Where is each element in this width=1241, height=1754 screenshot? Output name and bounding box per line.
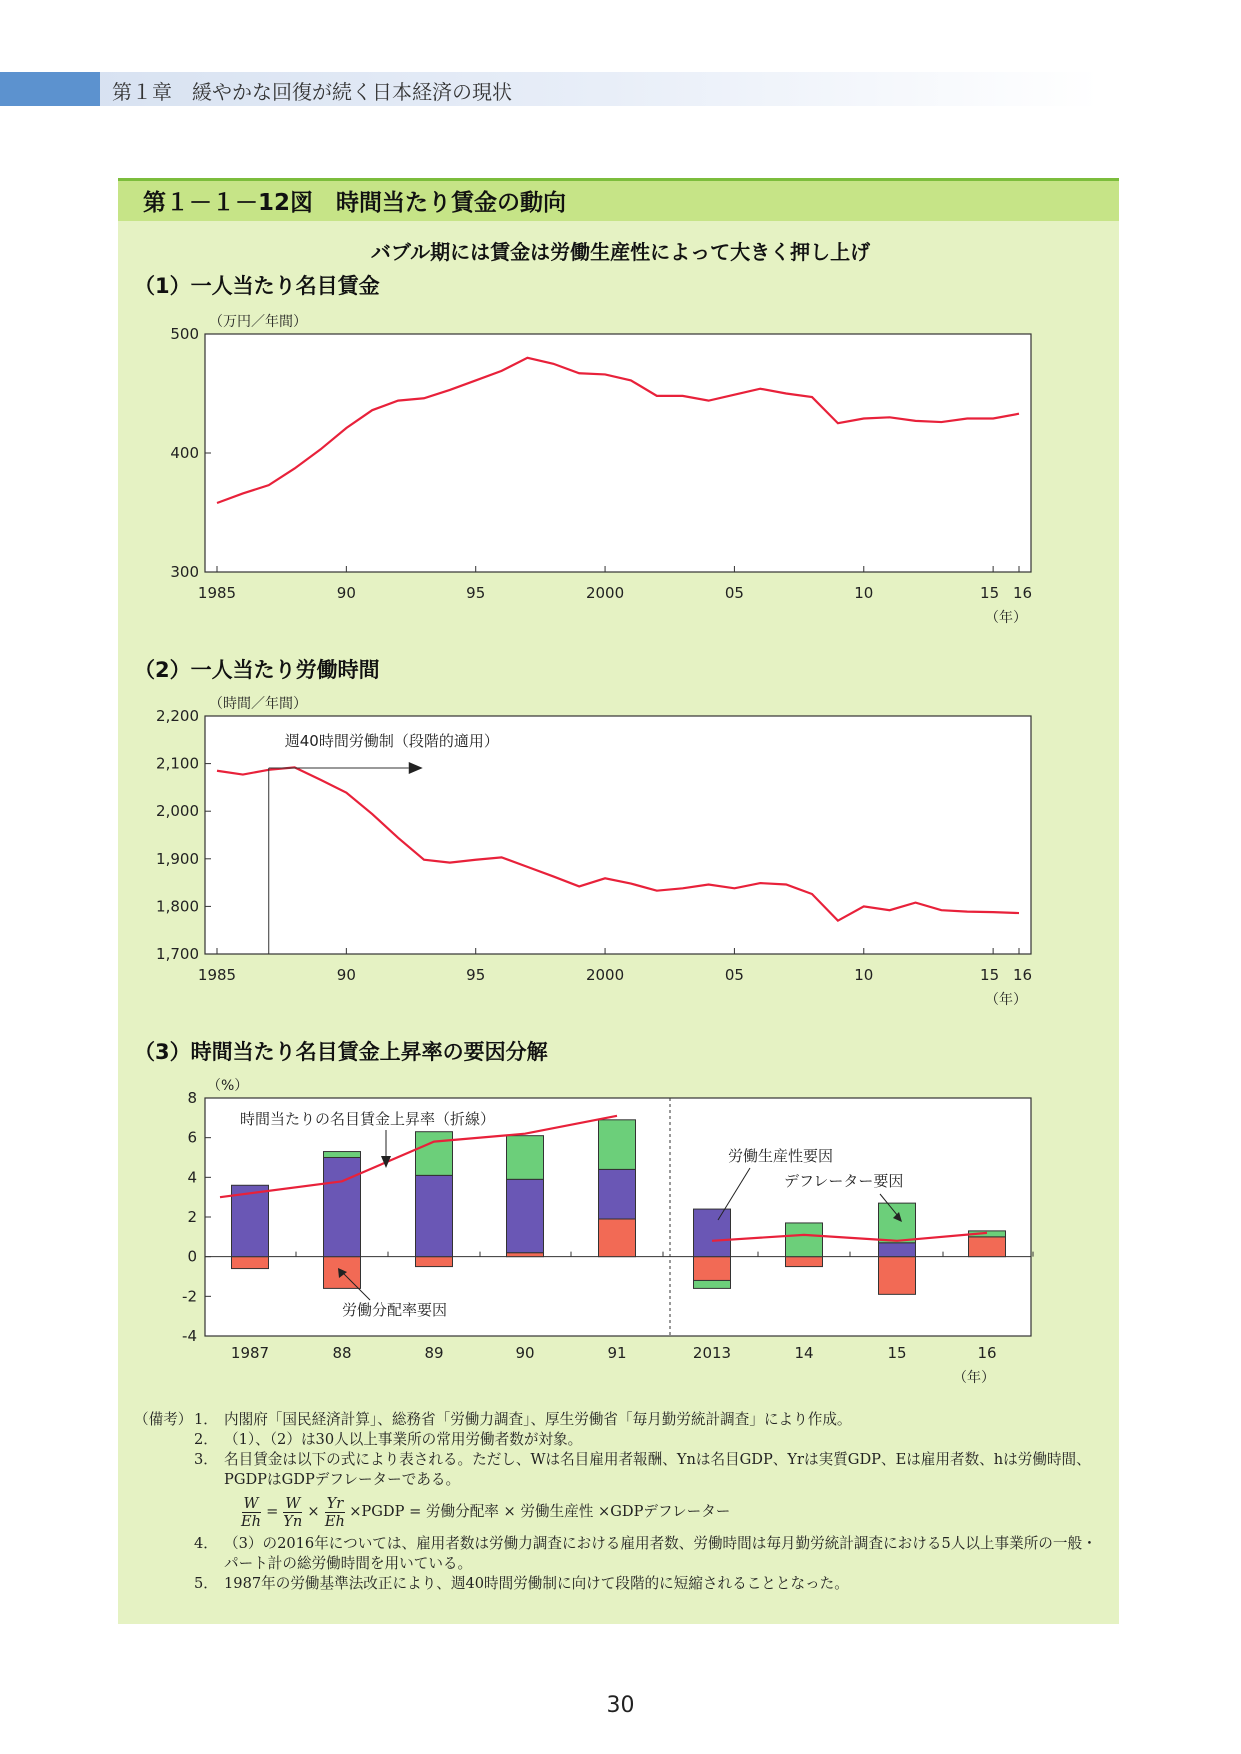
bar-labor-share xyxy=(416,1257,453,1267)
bar-labor-share xyxy=(599,1219,636,1257)
bar-labor-share xyxy=(969,1237,1006,1257)
note-item xyxy=(134,1534,1109,1574)
note-text: 内閣府「国民経済計算」、総務省「労働力調査」、厚生労働省「毎月勤労統計調査」により作成。 xyxy=(224,1411,852,1428)
chart-working-hours xyxy=(156,695,1032,1008)
wage-formula: $\frac{W}{Eh}$ = $\frac{W}{Yn}$ × $\frac{Yr}{Eh}$ ×PGDP = 労働分配率 × 労働生産性 ×GDPデフレーター xyxy=(241,1494,731,1530)
x-tick-label: 2000 xyxy=(585,584,625,602)
x-tick-label: 16 xyxy=(1013,584,1033,602)
note-number: 3． xyxy=(194,1451,218,1468)
x-tick-label: 2000 xyxy=(585,966,625,984)
y-unit-label: （時間／年間） xyxy=(209,696,307,712)
note-item xyxy=(134,1574,1109,1594)
x-tick-label: 05 xyxy=(724,966,744,984)
x-tick-label: 90 xyxy=(515,1344,535,1362)
bar-deflator xyxy=(694,1280,731,1288)
x-tick-label: 15 xyxy=(980,584,1000,602)
y-tick-label: 1,900 xyxy=(156,849,199,868)
y-tick-label: 2,200 xyxy=(156,707,199,725)
y-tick-label: -2 xyxy=(182,1287,197,1306)
x-tick-label: 05 xyxy=(724,584,744,602)
bar-productivity xyxy=(416,1175,453,1256)
y-tick-label: 2 xyxy=(187,1208,197,1226)
note-text: 1987年の労働基準法改正により、週40時間労働制に向けて段階的に短縮されることとなった。 xyxy=(224,1575,849,1592)
y-tick-label: 4 xyxy=(187,1168,197,1187)
note-text: （3）の2016年については、雇用者数は労働力調査における雇用者数、労働時間は毎月勤労統計調査における5人以上事業所の一般・パート計の総労働時間を用いている。 xyxy=(224,1535,1097,1572)
x-tick-label: 95 xyxy=(466,584,486,602)
chart2-title: （2）一人当たり労働時間 xyxy=(134,658,380,682)
annotation-deflator-label: デフレーター要因 xyxy=(784,1172,904,1190)
annotation-label: 週40時間労働制（段階的適用） xyxy=(284,732,499,750)
x-tick-label: 15 xyxy=(980,966,1000,984)
bar-labor-share xyxy=(507,1253,544,1257)
bar-labor-share xyxy=(879,1257,916,1295)
figure-title: 第１－１－12図 時間当たり賃金の動向 xyxy=(143,190,567,216)
bar-labor-share xyxy=(786,1257,823,1267)
figure-subtitle: バブル期には賃金は労働生産性によって大きく押し上げ xyxy=(370,240,871,264)
note-number: 1． xyxy=(194,1411,218,1428)
y-tick-label: 0 xyxy=(187,1247,197,1266)
x-tick-label: 10 xyxy=(854,584,874,602)
x-tick-label: 14 xyxy=(794,1344,814,1362)
annotation-rate-label: 時間当たりの名目賃金上昇率（折線） xyxy=(240,1110,496,1128)
x-tick-label: 10 xyxy=(854,966,874,984)
page-number: 30 xyxy=(606,1693,635,1718)
notes-lead: （備考） xyxy=(134,1411,193,1428)
bar-productivity xyxy=(324,1158,361,1257)
y-tick-label: 400 xyxy=(170,444,199,462)
x-tick-label: 16 xyxy=(977,1344,997,1362)
x-tick-label: 16 xyxy=(1013,966,1033,984)
bar-deflator xyxy=(599,1120,636,1170)
x-tick-label: 90 xyxy=(336,584,356,602)
bar-labor-share xyxy=(232,1257,269,1269)
x-tick-label: 15 xyxy=(887,1344,907,1362)
note-item xyxy=(134,1450,1109,1490)
y-tick-label: 8 xyxy=(187,1089,197,1107)
y-tick-label: 1,800 xyxy=(156,897,199,916)
y-tick-label: 300 xyxy=(170,563,199,581)
notes-section xyxy=(134,1410,1109,1594)
note-number: 2． xyxy=(194,1431,218,1448)
formula-fraction: $\frac{Yr}{Eh}$ xyxy=(324,1494,345,1530)
x-tick-label: 1985 xyxy=(197,584,237,602)
x-tick-label: 88 xyxy=(332,1344,352,1362)
bar-productivity xyxy=(694,1209,731,1257)
plot-area xyxy=(205,716,1031,954)
x-tick-label: 2013 xyxy=(692,1344,732,1362)
y-unit-label: （%） xyxy=(207,1078,249,1094)
note-text: （1）、（2）は30人以上事業所の常用労働者数が対象。 xyxy=(224,1431,583,1448)
formula-fraction: $\frac{W}{Yn}$ xyxy=(283,1494,303,1530)
x-tick-label: 89 xyxy=(424,1344,444,1362)
y-tick-label: 2,100 xyxy=(156,754,199,773)
chart3-title: （3）時間当たり名目賃金上昇率の要因分解 xyxy=(134,1040,548,1064)
bar-deflator xyxy=(416,1132,453,1176)
bar-productivity xyxy=(879,1243,916,1257)
y-unit-label: （万円／年間） xyxy=(209,314,307,330)
y-tick-label: 500 xyxy=(170,325,199,343)
note-item xyxy=(134,1430,1109,1450)
x-tick-label: 95 xyxy=(466,966,486,984)
y-tick-label: 6 xyxy=(187,1128,197,1147)
y-tick-label: -4 xyxy=(182,1327,197,1345)
bar-labor-share xyxy=(694,1257,731,1281)
bar-deflator xyxy=(507,1136,544,1180)
bar-deflator xyxy=(324,1152,361,1158)
x-tick-label: 91 xyxy=(607,1344,627,1362)
note-number: 4． xyxy=(194,1535,218,1552)
bar-deflator xyxy=(879,1203,916,1243)
chart-nominal-wage xyxy=(170,313,1032,626)
note-item xyxy=(134,1410,1109,1430)
x-unit-label: （年） xyxy=(985,992,1027,1008)
x-unit-label: （年） xyxy=(985,610,1027,626)
plot-area xyxy=(205,334,1031,572)
y-tick-label: 2,000 xyxy=(156,802,199,821)
formula-fraction: $\frac{W}{Eh}$ xyxy=(241,1494,262,1530)
annotation-labor-share-label: 労働分配率要因 xyxy=(342,1301,448,1319)
annotation-productivity-label: 労働生産性要因 xyxy=(728,1147,834,1165)
note-text: 名目賃金は以下の式により表される。ただし、Wは名目雇用者報酬、Ynは名目GDP、Yrは実質GDP、Eは雇用者数、hは労働時間、PGDPはGDPデフレーターである。 xyxy=(224,1451,1091,1488)
chapter-title: 第１章 緩やかな回復が続く日本経済の現状 xyxy=(112,80,512,104)
x-unit-label: （年） xyxy=(953,1370,995,1386)
bar-productivity xyxy=(599,1169,636,1219)
x-tick-label: 1985 xyxy=(197,966,237,984)
chart-wage-decomposition xyxy=(182,1078,1033,1386)
bar-productivity xyxy=(507,1179,544,1252)
bar-deflator xyxy=(786,1223,823,1257)
y-tick-label: 1,700 xyxy=(156,945,199,963)
chart1-title: （1）一人当たり名目賃金 xyxy=(134,274,380,298)
note-number: 5． xyxy=(194,1575,218,1592)
x-tick-label: 90 xyxy=(336,966,356,984)
x-tick-label: 1987 xyxy=(230,1344,270,1362)
